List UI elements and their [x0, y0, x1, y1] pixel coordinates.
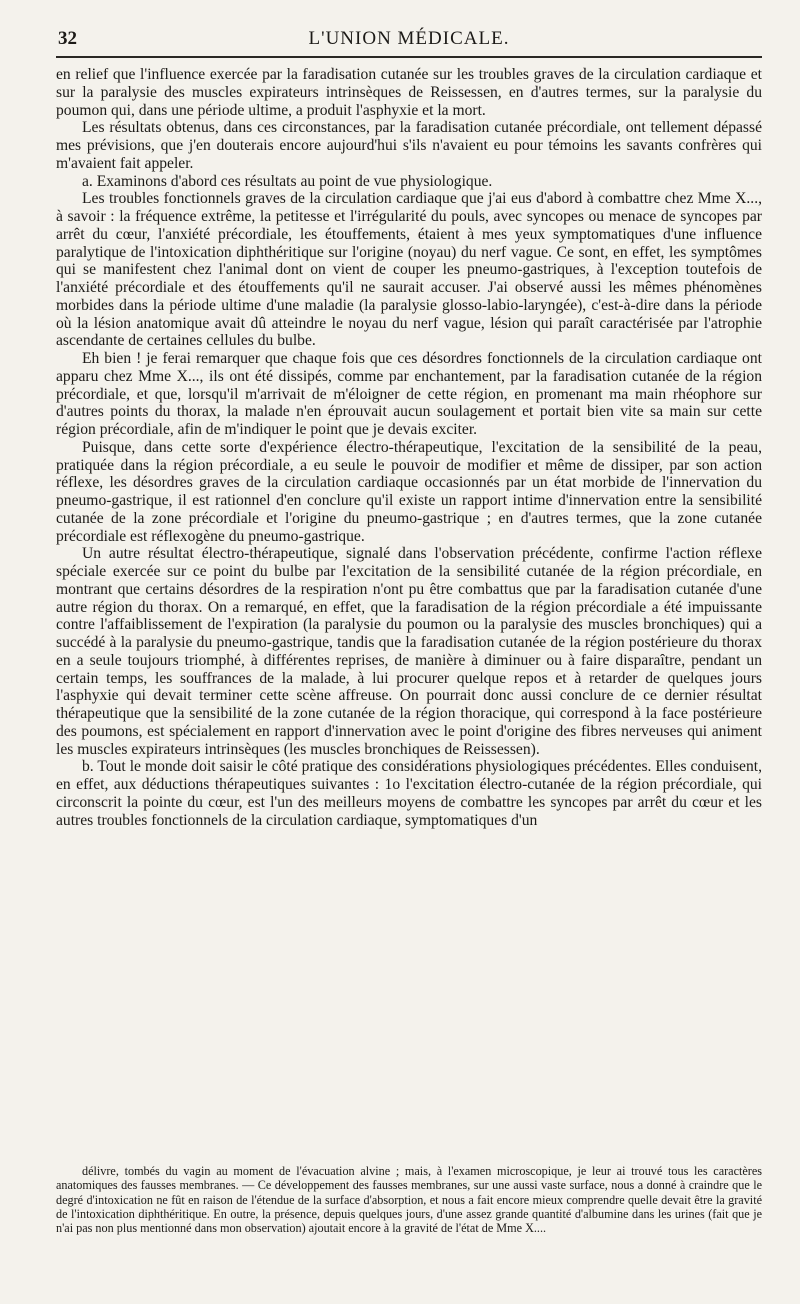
journal-title: L'UNION MÉDICALE.	[308, 28, 510, 49]
paragraph-section-a: a. Examinons d'abord ces résultats au point de vue physiologique.	[82, 172, 493, 190]
paragraph: Les résultats obtenus, dans ces circonstances, par la faradisation cutanée précordiale, ont tellement dépassé mes prévisions, que j'en douterais encore aujourd'hui s'ils n'avaient eu pour témoins les savants confrères qui m'avaient fait appeler.	[56, 119, 762, 172]
footnote-text: délivre, tombés du vagin au moment de l'évacuation alvine ; mais, à l'examen microscopique, je leur ai trouvé tous les caractères anatomiques des fausses membranes. — Ce développement des fausses membranes, sur une aussi vaste surface, nous a donné à craindre que le degré d'intoxication ne fût en raison de l'étendue de la surface d'absorption, et nous a fait encore mieux comprendre quelle devait être la gravité de l'intoxication diphthéritique. En outre, la présence, depuis quelques jours, d'une assez grande quantité d'albumine dans les urines (fait que je n'ai pas non plus mentionné dans mon observation) ajoutait encore à la gravité de l'état de Mme X....	[56, 1164, 762, 1236]
page-number: 32	[58, 28, 77, 49]
paragraph: Puisque, dans cette sorte d'expérience électro-thérapeutique, l'excitation de la sensibilité de la peau, pratiquée dans la région précordiale, a eu seule le pouvoir de modifier et même de dissiper, par son action réflexe, les désordres graves de la circulation cardiaque occasionnés par un état morbide de l'innervation du pneumo-gastrique, il est rationnel d'en conclure qu'il existe un rapport intime d'innervation entre la sensibilité cutanée de la zone précordiale et l'origine du pneumo-gastrique ; en d'autres termes, que la zone cutanée précordiale est réflexogène du pneumo-gastrique.	[56, 438, 762, 545]
paragraph-section-b: b. Tout le monde doit saisir le côté pratique des considérations physiologiques précédentes. Elles conduisent, en effet, aux déductions thérapeutiques suivantes : 1o l'excitation électro-cutanée de la région précordiale, qui circonscrit la pointe du cœur, est l'un des meilleurs moyens de combattre les syncopes par arrêt du cœur et les autres troubles fonctionnels de la circulation cardiaque, symptomatiques d'un	[56, 758, 762, 829]
header-rule	[56, 56, 762, 58]
paragraph: Un autre résultat électro-thérapeutique, signalé dans l'observation précédente, confirme l'action réflexe spéciale exercée sur ce point du bulbe par l'excitation de la sensibilité cutanée de la région précordiale, en montrant que certains désordres de la respiration n'ont pu être combattus que par la faradisation cutanée d'une autre région du thorax. On a remarqué, en effet, que la faradisation de la région précordiale a été impuissante contre l'affaiblissement de l'expiration (la paralysie du poumon ou la paralysie des muscles bronchiques) qui a succédé à la paralysie du pneumo-gastrique, tandis que la faradisation cutanée de la région postérieure du thorax en a seule toujours triomphé, à différentes reprises, de manière à diminuer ou à faire disparaître, pendant un certain temps, les souffrances de la malade, à lui procurer quelque repos et à retarder de quelques jours l'asphyxie qui devait terminer cette scène affreuse. On pourrait donc aussi conclure de ce dernier résultat thérapeutique que la sensibilité de la zone cutanée de la région thoracique, qui correspond à la face postérieure des poumons, est spécialement en rapport d'innervation avec le point d'origine des fibres nerveuses qui animent les muscles expirateurs intrinsèques (les muscles bronchiques de Reissessen).	[56, 545, 762, 758]
paragraph-continuation: en relief que l'influence exercée par la faradisation cutanée sur les troubles graves de la circulation cardiaque et sur la paralysie des muscles expirateurs intrinsèques de Reissessen, en d'autres termes, sur la paralysie du poumon qui, dans une période ultime, a produit l'asphyxie et la mort.	[56, 66, 762, 119]
paragraph: Eh bien ! je ferai remarquer que chaque fois que ces désordres fonctionnels de la circulation cardiaque ont apparu chez Mme X..., ils ont été dissipés, comme par enchantement, par la faradisation cutanée de la région précordiale, et que, lorsqu'il m'arrivait de m'éloigner de cette région, en promenant ma main rhéophore sur d'autres points du thorax, la malade n'en éprouvait aucun soulagement et portait bien vite sa main sur cette région précordiale, afin de m'indiquer le point que je devais exciter.	[56, 350, 762, 438]
footnote	[56, 1164, 762, 1235]
paragraph: Les troubles fonctionnels graves de la circulation cardiaque que j'ai eus d'abord à combattre chez Mme X..., à savoir : la fréquence extrême, la petitesse et l'irrégularité du pouls, avec syncopes ou menace de syncopes par arrêt du cœur, l'anxiété précordiale, les étouffements, étaient à mes yeux symptomatiques d'une influence paralytique de l'intoxication diphthéritique sur l'origine (noyau) du nerf vague. Ce sont, en effet, les symptômes qui se manifestent chez l'animal dont on vient de couper les pneumo-gastriques, à l'exception toutefois de l'anxiété précordiale et des étouffements qu'il ne saurait accuser. J'ai observé aussi les mêmes phénomènes morbides dans la période ultime d'une maladie (la paralysie glosso-labio-laryngée), c'est-à-dire dans la période où la lésion anatomique avait dû atteindre le noyau du nerf vague, lésion qui paraît caractérisée par l'atrophie ascendante de certaines cellules du bulbe.	[56, 190, 762, 350]
page-header	[58, 22, 760, 52]
article-body	[56, 66, 762, 829]
